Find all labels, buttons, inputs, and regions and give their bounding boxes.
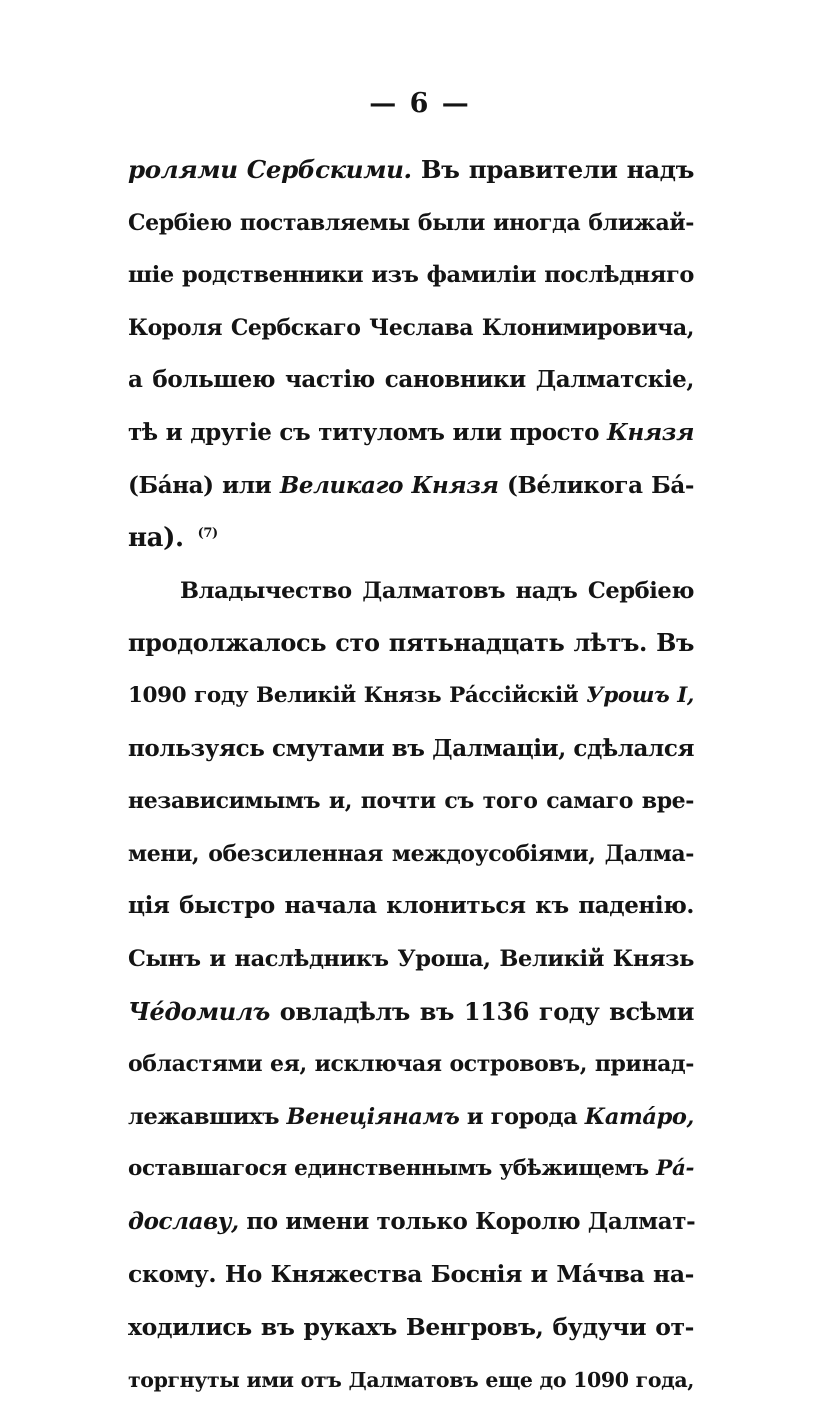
text-line: [128, 986, 694, 1039]
text-line: областями ея, исключая острововъ, принад-: [128, 1051, 694, 1078]
text-span: по имени только Королю Далмат-: [238, 1207, 696, 1235]
text-line: торгнуты ими отъ Далматовъ еще до 1090 года,: [128, 1367, 694, 1392]
italic-text: Великаго Князя: [279, 471, 499, 499]
text-line: [128, 1091, 694, 1144]
text-line: [128, 144, 694, 197]
text-line: Владычество Далматовъ надъ Сербіею: [180, 577, 694, 604]
text-span: (Вéликога Бá-: [498, 471, 695, 499]
text-span: 1090 году Великій Князь Рáссійскій: [128, 682, 587, 708]
text-line: скому. Но Княжества Боснія и Мáчва на-: [128, 1260, 694, 1289]
text-span: на).: [128, 523, 184, 554]
text-line: [128, 670, 694, 723]
text-line: мени, обезсиленная междоусобіями, Далма-: [128, 840, 694, 867]
italic-text: Князя: [607, 418, 694, 446]
body-text: [128, 144, 694, 1406]
italic-text: Венеціянамъ: [286, 1103, 460, 1130]
text-span: и города: [459, 1103, 585, 1130]
text-line: шіе родственники изъ фамиліи послѣдняго: [128, 262, 694, 289]
text-span: лежавшихъ: [128, 1103, 287, 1130]
italic-text: Урошъ I,: [586, 682, 694, 708]
page-number-header: — 6 —: [369, 88, 471, 119]
text-line: продолжалось сто пятьнадцать лѣтъ. Въ: [128, 628, 694, 658]
text-span: тѣ и другіе съ титуломъ или просто: [128, 418, 608, 446]
italic-text: дославу,: [128, 1207, 239, 1235]
text-line: Сербіею поставляемы были иногда ближай-: [128, 209, 694, 236]
text-line: Сынъ и наслѣдникъ Уроша, Великій Князь: [128, 945, 694, 972]
text-line: а большею частію сановники Далматскіе,: [128, 366, 694, 394]
text-line: [128, 1143, 694, 1196]
italic-text: Рá-: [656, 1156, 694, 1182]
text-line: [128, 407, 694, 460]
italic-text: Чéдомилъ: [128, 996, 270, 1026]
text-line: ходились въ рукахъ Венгровъ, будучи от-: [128, 1313, 694, 1342]
italic-text: ролями Сербскими.: [128, 155, 412, 184]
text-line: [128, 460, 694, 513]
text-line: [128, 1196, 694, 1249]
text-line: [128, 512, 694, 565]
text-line: ція быстро начала клониться къ паденію.: [128, 892, 694, 920]
text-line: независимымъ и, почти съ того самаго вре-: [128, 788, 694, 815]
italic-text: Катáро,: [584, 1103, 694, 1130]
text-span: овладѣлъ въ 1136 году всѣми: [269, 996, 694, 1026]
text-line: Короля Сербскаго Чеслава Клонимировича,: [128, 314, 694, 341]
text-span: Въ правители надъ: [411, 155, 694, 184]
text-span: (Бáна) или: [128, 471, 280, 499]
footnote-marker: (7): [197, 525, 218, 541]
text-line: пользуясь смутами въ Далмаціи, сдѣлался: [128, 734, 695, 762]
text-span: оставшагося единственнымъ убѣжищемъ: [128, 1156, 657, 1182]
